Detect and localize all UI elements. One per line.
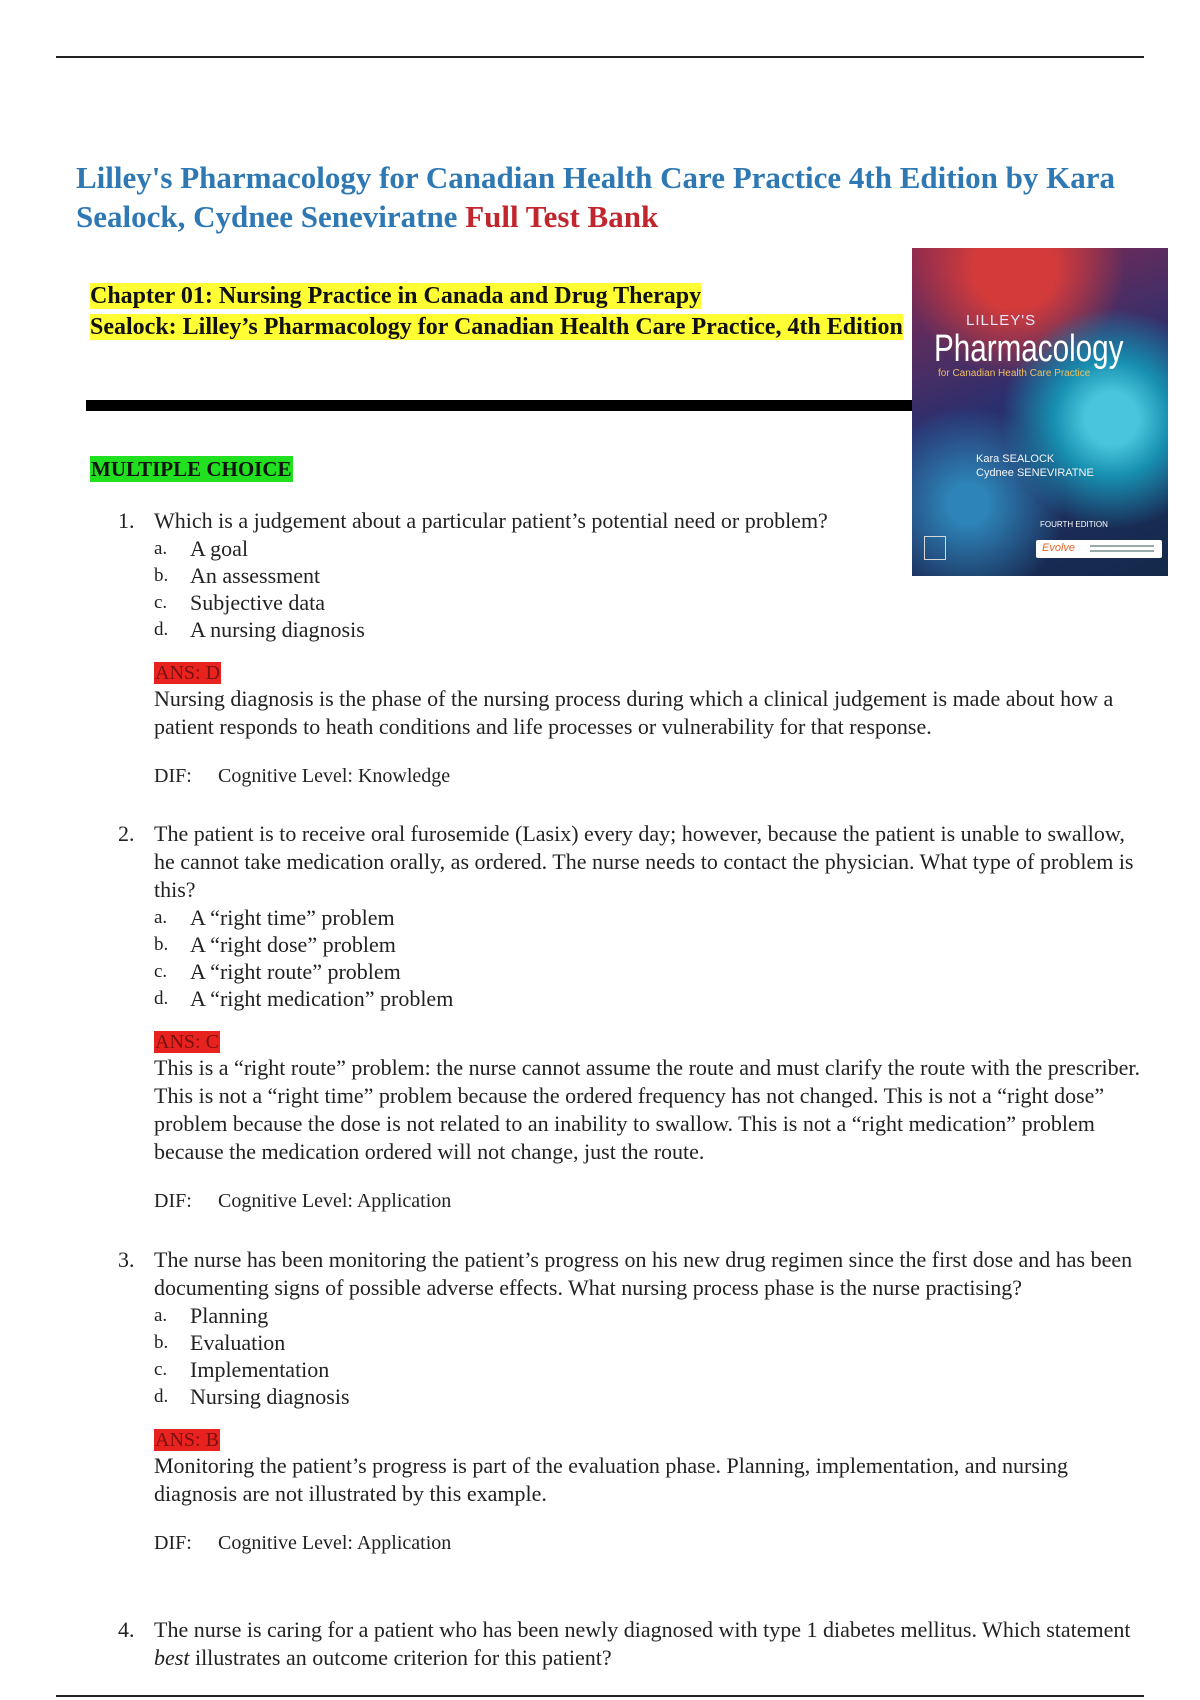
question-1 — [118, 507, 1148, 789]
answer-badge: ANS: B — [155, 1429, 219, 1451]
question-text-emphasis: best — [154, 1645, 190, 1670]
option-text: A “right route” problem — [190, 959, 401, 984]
cover-edition: FOURTH EDITION — [1040, 520, 1108, 529]
option-text: A nursing diagnosis — [190, 617, 365, 642]
evolve-logo: Evolve — [1042, 542, 1076, 554]
question-number: 2. — [118, 821, 135, 846]
option — [118, 1383, 1148, 1410]
dif-label: DIF: — [154, 1190, 192, 1212]
option — [118, 1356, 1148, 1383]
option-letter: d. — [154, 619, 169, 640]
option-text: Planning — [190, 1303, 269, 1328]
dif-label: DIF: — [154, 1532, 192, 1554]
option-letter: d. — [154, 1386, 169, 1407]
options-list — [118, 904, 1148, 1012]
question-number: 1. — [118, 508, 135, 533]
answer-badge: ANS: D — [155, 662, 221, 684]
option — [118, 958, 1148, 985]
chapter-heading — [90, 281, 910, 343]
option-text: Nursing diagnosis — [190, 1384, 350, 1409]
option-text: Implementation — [190, 1357, 330, 1382]
options-list — [118, 1302, 1148, 1410]
option — [118, 535, 1148, 562]
section-label: MULTIPLE CHOICE — [91, 457, 292, 481]
answer-line — [118, 661, 1148, 685]
bottom-rule — [56, 1695, 1144, 1697]
option — [118, 985, 1148, 1012]
option — [118, 589, 1148, 616]
answer-line — [118, 1030, 1148, 1054]
question-2 — [118, 820, 1148, 1214]
question-3 — [118, 1246, 1148, 1556]
option-letter: c. — [154, 1359, 168, 1380]
chapter-line-1: Chapter 01: Nursing Practice in Canada and Drug Therapy — [90, 283, 702, 309]
rationale: Monitoring the patient’s progress is part of the evaluation phase. Planning, implementation, and nursing diagnosis are not illustrated by this example. — [154, 1453, 1069, 1506]
answer-line — [118, 1428, 1148, 1452]
dif-label: DIF: — [154, 765, 192, 787]
heavy-divider — [86, 400, 912, 411]
question-stem — [118, 1616, 1148, 1672]
dif-value: Cognitive Level: Application — [218, 1190, 452, 1212]
question-4 — [118, 1616, 1148, 1672]
title-blue: Lilley's Pharmacology for Canadian Health Care Practice 4th Edition by Kara Sealock, Cydnee Seneviratne — [76, 160, 1116, 234]
option-letter: a. — [154, 907, 168, 928]
question-number: 4. — [118, 1617, 135, 1642]
option-letter: c. — [154, 961, 168, 982]
difficulty-line — [118, 1530, 1148, 1556]
question-stem — [118, 1246, 1148, 1302]
option-letter: c. — [154, 592, 168, 613]
option-letter: a. — [154, 1305, 168, 1326]
dif-value: Cognitive Level: Application — [218, 1532, 452, 1554]
title-red: Full Test Bank — [465, 199, 659, 234]
option — [118, 562, 1148, 589]
option — [118, 931, 1148, 958]
dif-value: Cognitive Level: Knowledge — [218, 765, 451, 787]
option-letter: b. — [154, 565, 169, 586]
option-letter: a. — [154, 538, 168, 559]
cover-small-title: LILLEY'S — [966, 312, 1037, 329]
question-text-after: illustrates an outcome criterion for this patient? — [189, 1645, 612, 1670]
chapter-line-2: Sealock: Lilley’s Pharmacology for Canadian Health Care Practice, 4th Edition — [90, 314, 903, 340]
cover-authors: Kara SEALOCK Cydnee SENEVIRATNE — [976, 453, 1094, 479]
option-text: Evaluation — [190, 1330, 286, 1355]
option-text: A “right medication” problem — [190, 986, 454, 1011]
option-text: A “right dose” problem — [190, 932, 396, 957]
option-letter: b. — [154, 1332, 169, 1353]
top-rule — [56, 56, 1144, 58]
option-letter: d. — [154, 988, 169, 1009]
rationale: Nursing diagnosis is the phase of the nursing process during which a clinical judgement is made about how a patient responds to heath conditions and life processes or vulnerability for that response. — [154, 686, 1114, 739]
document-title — [76, 158, 1166, 236]
option — [118, 616, 1148, 643]
cover-title: Pharmacology — [934, 328, 1124, 370]
option-text: A goal — [190, 536, 249, 561]
difficulty-line — [118, 763, 1148, 789]
option — [118, 904, 1148, 931]
answer-badge: ANS: C — [155, 1031, 219, 1053]
option-text: A “right time” problem — [190, 905, 395, 930]
question-text: The nurse has been monitoring the patient’s progress on his new drug regimen since the first dose and has been documenting signs of possible adverse effects. What nursing process phase is the nurse practising? — [154, 1247, 1133, 1300]
question-stem — [118, 820, 1148, 904]
question-text: Which is a judgement about a particular patient’s potential need or problem? — [154, 508, 828, 533]
options-list — [118, 535, 1148, 643]
question-text-before: The nurse is caring for a patient who has been newly diagnosed with type 1 diabetes mellitus. Which statement — [154, 1617, 1131, 1642]
cover-subtitle: for Canadian Health Care Practice — [938, 368, 1091, 379]
option-letter: b. — [154, 934, 169, 955]
option — [118, 1302, 1148, 1329]
difficulty-line — [118, 1188, 1148, 1214]
rationale: This is a “right route” problem: the nurse cannot assume the route and must clarify the route with the prescriber. This is not a “right time” problem because the ordered frequency has not changed. This is not a “right dose” problem because the dose is not related to an inability to swallow. This is not a “right medication” problem because the medication ordered will not change, just the route. — [154, 1055, 1141, 1164]
question-text: The patient is to receive oral furosemide (Lasix) every day; however, because the patient is unable to swallow, he cannot take medication orally, as ordered. The nurse needs to contact the physician. What type of problem is this? — [154, 821, 1134, 902]
option — [118, 1329, 1148, 1356]
option-text: An assessment — [190, 563, 321, 588]
question-number: 3. — [118, 1247, 135, 1272]
option-text: Subjective data — [190, 590, 326, 615]
question-stem — [118, 507, 1148, 535]
